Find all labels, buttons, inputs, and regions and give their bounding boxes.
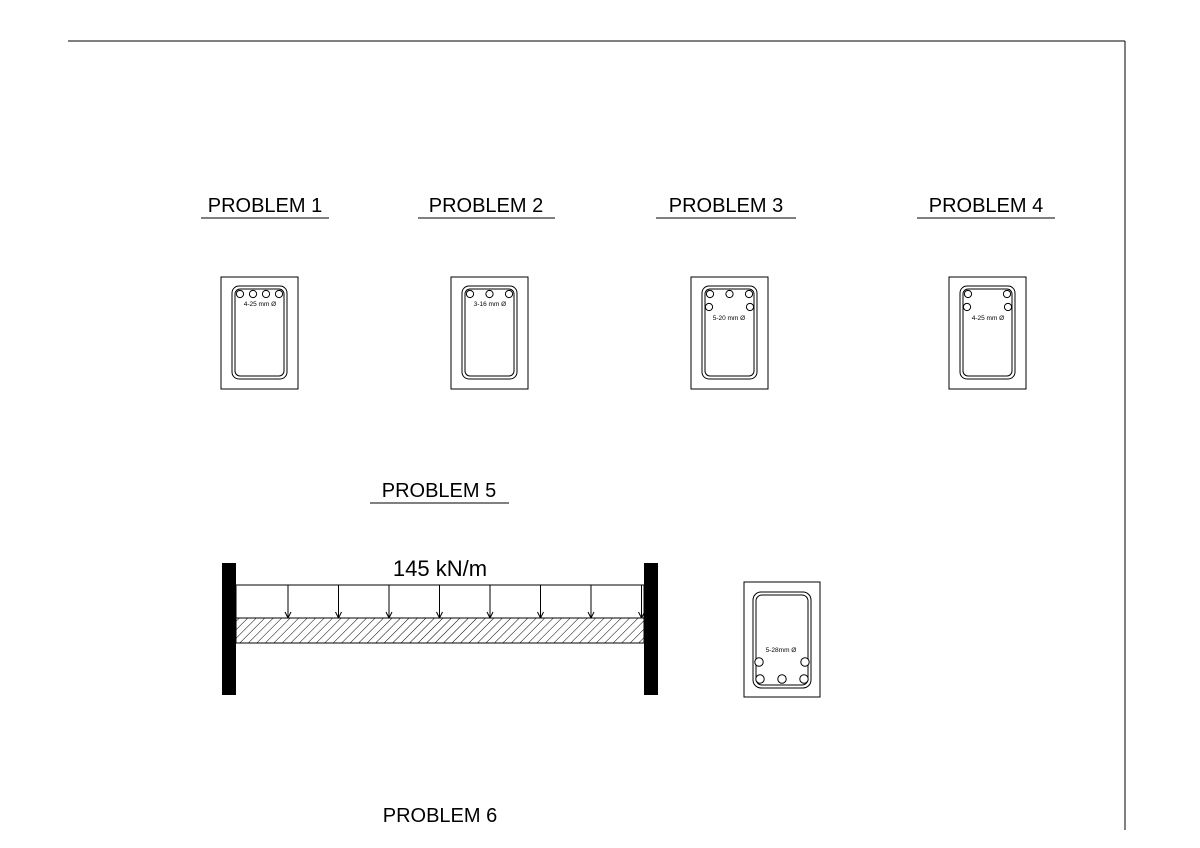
problem-1-title-group — [201, 195, 329, 218]
rebar-top — [275, 290, 282, 297]
problem-2-beam-section — [451, 277, 528, 389]
problem-1-bar-label: 4-25 mm Ø — [243, 301, 277, 308]
rebar-top — [706, 290, 713, 297]
rebar-middle — [705, 303, 712, 310]
rebar-top — [236, 290, 243, 297]
load-arrows — [285, 585, 645, 618]
rebar-top — [262, 290, 269, 297]
problem-1-title: PROBLEM 1 — [207, 195, 323, 217]
rebar-top — [745, 290, 752, 297]
problem-2-bar-label: 3-16 mm Ø — [473, 301, 507, 308]
hatched-beam — [236, 618, 644, 643]
rebar-middle — [1004, 303, 1011, 310]
problem-4-bar-label: 4-25 mm Ø — [971, 315, 1005, 322]
problem-5-beam-elevation — [222, 556, 658, 695]
rebar-bottom — [756, 675, 764, 683]
load-label: 145 kN/m — [392, 556, 488, 581]
rebar-top — [486, 290, 493, 297]
rebar-middle — [801, 658, 809, 666]
rebar-top — [466, 290, 473, 297]
problem-1-section-outline — [221, 277, 298, 389]
problem-5-title: PROBLEM 5 — [381, 480, 497, 502]
problem-2-title-group — [418, 195, 555, 218]
rebar-middle — [746, 303, 753, 310]
rebar-middle — [755, 658, 763, 666]
rebar-top — [505, 290, 512, 297]
problem-5-title-group — [370, 480, 509, 503]
rebar-top — [249, 290, 256, 297]
problem-3-title-group — [656, 195, 796, 218]
rebar-top — [726, 290, 733, 297]
problem-5-beam-section — [744, 582, 820, 697]
problem-4-title: PROBLEM 4 — [928, 195, 1044, 217]
rebar-top — [964, 290, 971, 297]
problem-3-bar-label: 5-20 mm Ø — [712, 315, 746, 322]
problem-3-title: PROBLEM 3 — [668, 195, 784, 217]
rebar-top — [1003, 290, 1010, 297]
problem-2-title: PROBLEM 2 — [428, 195, 544, 217]
right-fixed-support — [644, 563, 658, 695]
rebar-bottom — [800, 675, 808, 683]
rebar-middle — [963, 303, 970, 310]
problem-4-title-group — [917, 195, 1055, 218]
problem-3-beam-section — [691, 277, 768, 389]
rebar-bottom — [778, 675, 786, 683]
left-fixed-support — [222, 563, 236, 695]
problem-4-section-outline — [949, 277, 1026, 389]
problem-6-title: PROBLEM 6 — [382, 805, 498, 827]
problem-1-beam-section — [221, 277, 298, 389]
problem-5-bar-label: 5-28mm Ø — [765, 647, 797, 654]
problem-4-beam-section — [949, 277, 1026, 389]
